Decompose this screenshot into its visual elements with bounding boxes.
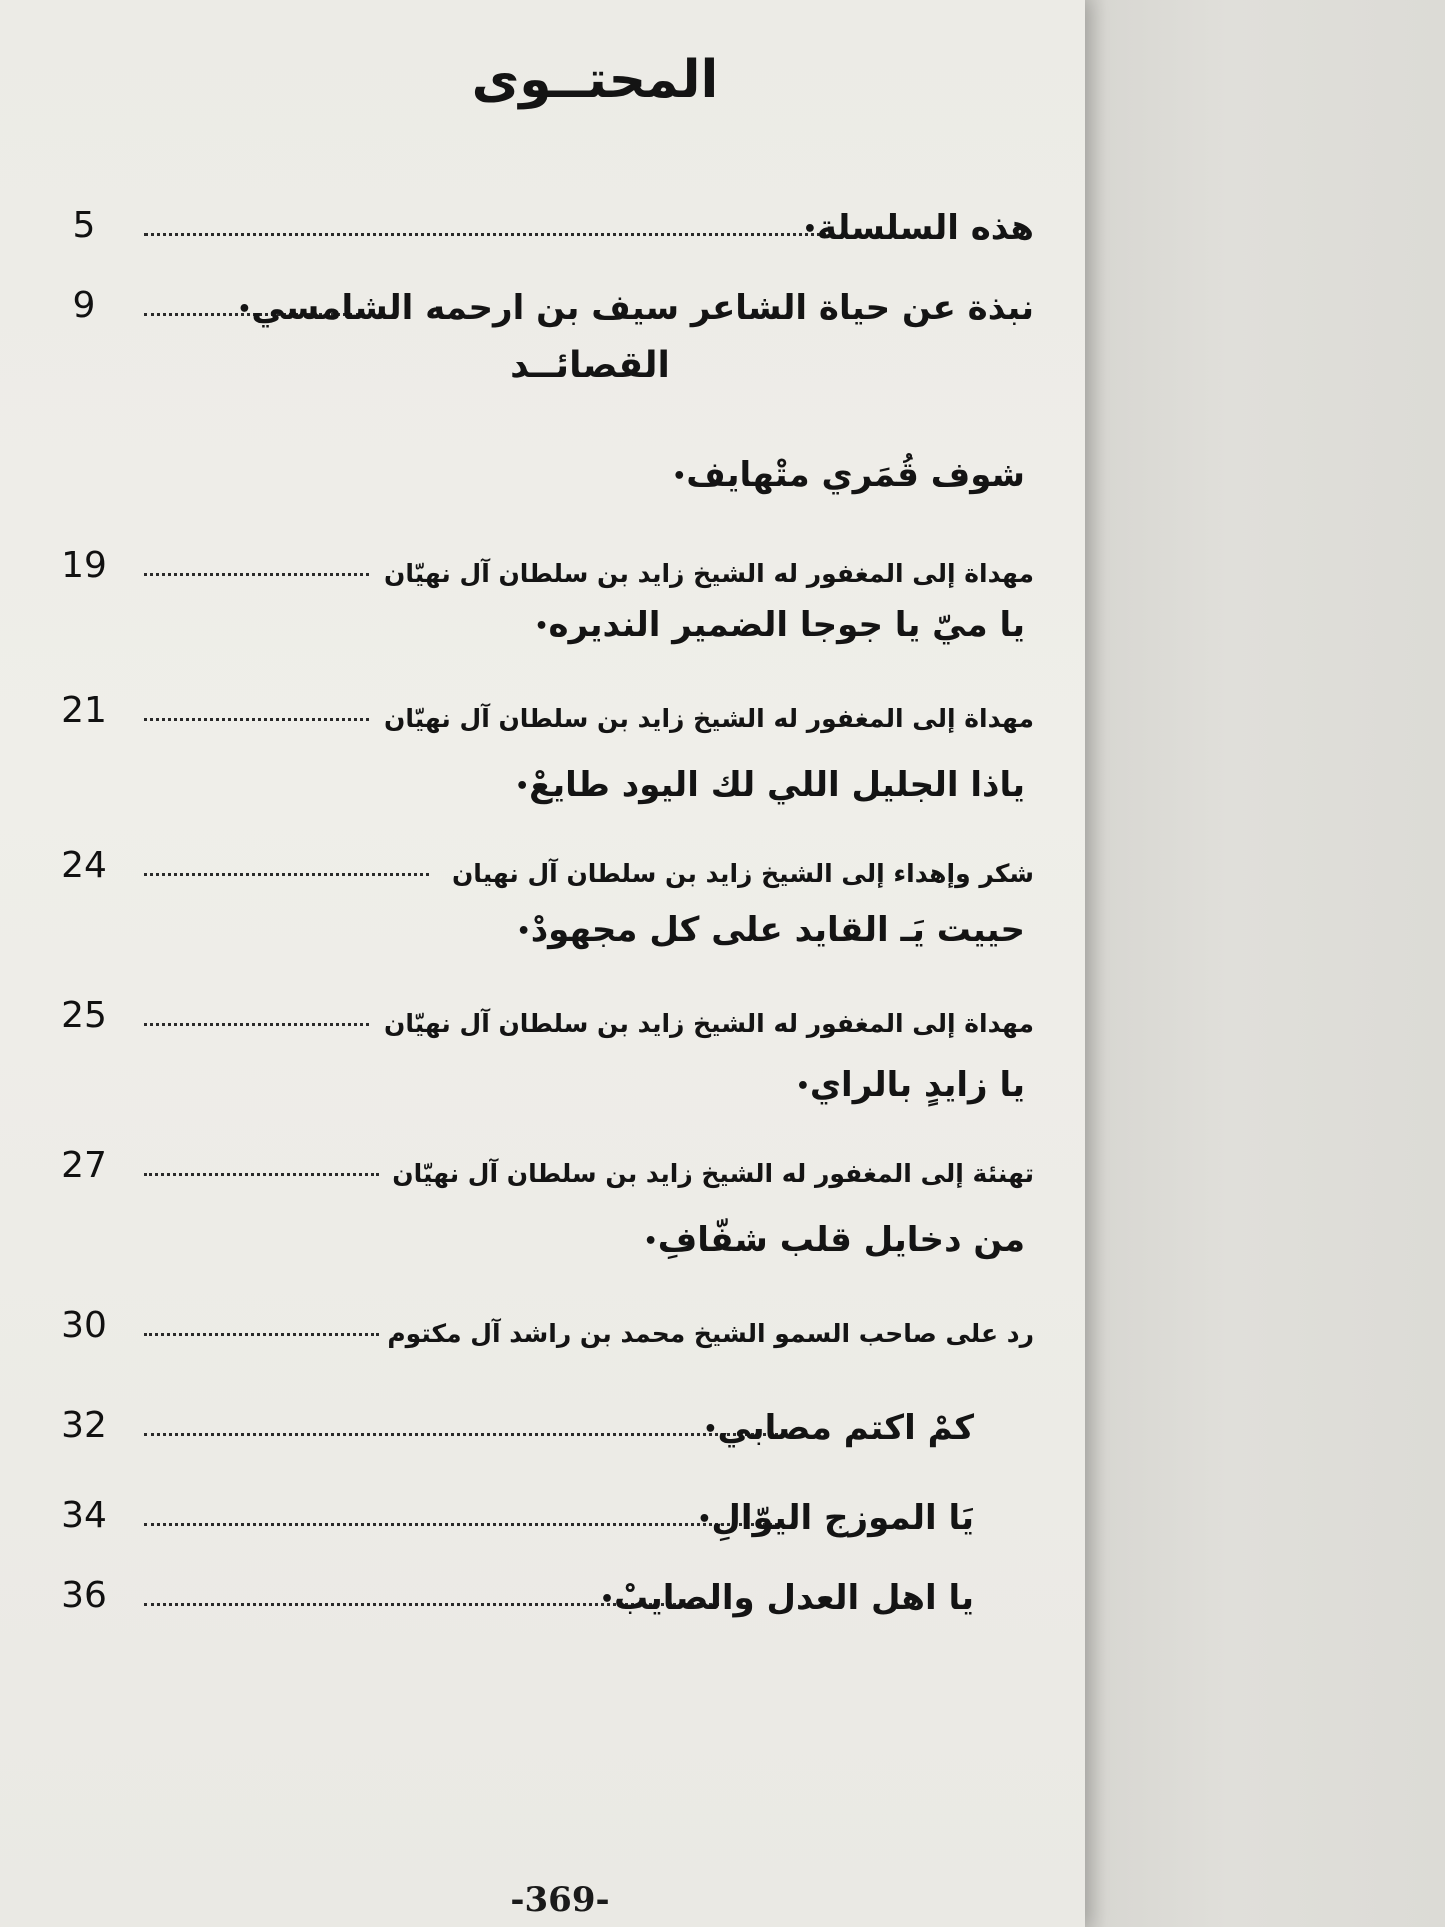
toc-entry-poem bbox=[44, 980, 1034, 1040]
dot-leader bbox=[144, 1433, 784, 1436]
poem-dedication: مهداة إلى المغفور له الشيخ زايد بن سلطان آل نهيّان bbox=[383, 1009, 1034, 1038]
poem-title: يَا الموزج اليوّالِ• bbox=[697, 1498, 974, 1538]
poem-title: حييت يَـ القايد على كل مجهودْ• bbox=[516, 910, 1025, 950]
page-ref: 24 bbox=[61, 845, 107, 886]
page-ref: 30 bbox=[61, 1305, 107, 1346]
page-ref: 5 bbox=[72, 205, 96, 246]
page-ref: 32 bbox=[61, 1405, 107, 1446]
entry-title: نبذة عن حياة الشاعر سيف بن ارحمه الشامسي• bbox=[237, 288, 1034, 328]
page-ref: 27 bbox=[61, 1145, 107, 1186]
toc-entry-poem bbox=[44, 1390, 1034, 1450]
poem-title: يا زايدٍ بالراي• bbox=[795, 1065, 1025, 1105]
entry-title: هذه السلسلة• bbox=[802, 208, 1034, 248]
section-title: القصائــد bbox=[510, 345, 670, 386]
dot-leader bbox=[144, 573, 369, 576]
page-ref: 9 bbox=[72, 285, 96, 326]
poem-title: شوف قُمَري متْهايف• bbox=[672, 455, 1025, 495]
page-ref: 21 bbox=[61, 690, 107, 731]
poem-title: يا ميّ يا جوجا الضمير النديره• bbox=[534, 605, 1025, 645]
poem-title: ياذا الجليل اللي لك اليود طايعْ• bbox=[515, 765, 1025, 805]
poem-title: يا اهل العدل والصايبْ• bbox=[599, 1578, 974, 1618]
toc-entry-poem bbox=[44, 530, 1034, 590]
poem-title: من دخايل قلب شفّافِ• bbox=[643, 1220, 1025, 1260]
dot-leader bbox=[144, 1023, 369, 1026]
toc-entry-poem bbox=[44, 830, 1034, 890]
facing-page bbox=[1085, 0, 1445, 1927]
dot-leader bbox=[144, 718, 369, 721]
poem-dedication: تهنئة إلى المغفور له الشيخ زايد بن سلطان آل نهيّان bbox=[392, 1159, 1034, 1188]
toc-entry-poem bbox=[44, 1290, 1034, 1350]
page-ref: 25 bbox=[61, 995, 107, 1036]
poem-title: كمْ اكتم مصابي• bbox=[703, 1408, 974, 1448]
toc-title: المحتــوى bbox=[471, 50, 719, 110]
poem-dedication: مهداة إلى المغفور له الشيخ زايد بن سلطان آل نهيّان bbox=[383, 704, 1034, 733]
dot-leader bbox=[144, 233, 834, 236]
toc-entry-poem bbox=[44, 675, 1034, 735]
page-number: -369- bbox=[510, 1880, 610, 1920]
page-ref: 19 bbox=[61, 545, 107, 586]
toc-entry-poem bbox=[44, 1130, 1034, 1190]
dot-leader bbox=[144, 1173, 379, 1176]
page-ref: 34 bbox=[61, 1495, 107, 1536]
poem-dedication: رد على صاحب السمو الشيخ محمد بن راشد آل مكتوم bbox=[387, 1319, 1034, 1348]
toc-entry-poem bbox=[44, 1560, 1034, 1620]
dot-leader bbox=[144, 873, 429, 876]
poem-dedication: شكر وإهداء إلى الشيخ زايد بن سلطان آل نهيان bbox=[451, 859, 1034, 888]
toc-entry-biography bbox=[44, 270, 1034, 330]
page-ref: 36 bbox=[61, 1575, 107, 1616]
dot-leader bbox=[144, 1523, 784, 1526]
dot-leader bbox=[144, 1333, 379, 1336]
toc-entry-poem bbox=[44, 1480, 1034, 1540]
toc-entry-series bbox=[44, 190, 1034, 250]
poem-dedication: مهداة إلى المغفور له الشيخ زايد بن سلطان آل نهيّان bbox=[383, 559, 1034, 588]
